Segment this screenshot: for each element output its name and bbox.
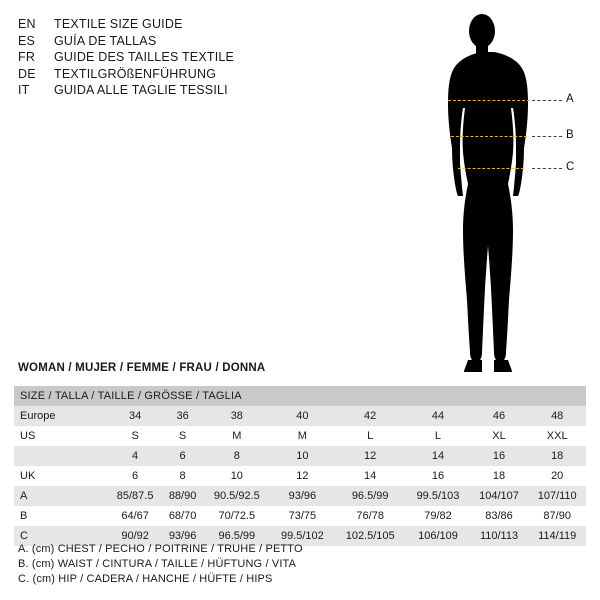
row-label <box>14 446 108 466</box>
language-title: TEXTILE SIZE GUIDE <box>54 17 183 31</box>
cell: S <box>108 426 162 446</box>
size-table <box>14 386 586 546</box>
cell: 90.5/92.5 <box>203 486 271 506</box>
cell: 20 <box>528 466 586 486</box>
cell: 12 <box>271 466 334 486</box>
hip-measure-label: C <box>566 161 575 173</box>
cell: 102.5/105 <box>334 526 406 546</box>
waist-measure-line <box>451 136 527 137</box>
language-row <box>18 66 318 83</box>
silhouette-icon <box>420 8 595 380</box>
language-row <box>18 82 318 99</box>
measurement-legend <box>18 542 578 587</box>
cell: 73/75 <box>271 506 334 526</box>
cell: 34 <box>108 406 162 426</box>
hip-measure-leader <box>532 168 562 169</box>
cell: 10 <box>203 466 271 486</box>
cell: 85/87.5 <box>108 486 162 506</box>
cell: 16 <box>470 446 529 466</box>
row-label: UK <box>14 466 108 486</box>
cell: 48 <box>528 406 586 426</box>
cell: 88/90 <box>162 486 203 506</box>
cell: 4 <box>108 446 162 466</box>
chest-measure-line <box>448 100 530 101</box>
cell: 6 <box>108 466 162 486</box>
cell: L <box>334 426 406 446</box>
table-row <box>14 426 586 446</box>
cell: 14 <box>406 446 469 466</box>
cell: 70/72.5 <box>203 506 271 526</box>
cell: 93/96 <box>271 486 334 506</box>
cell: 110/113 <box>470 526 529 546</box>
cell: 10 <box>271 446 334 466</box>
language-row <box>18 49 318 66</box>
cell: 38 <box>203 406 271 426</box>
cell: 8 <box>203 446 271 466</box>
cell: 90/92 <box>108 526 162 546</box>
language-code: FR <box>18 50 36 64</box>
legend-item-chest: A. (cm) CHEST / PECHO / POITRINE / TRUHE / PETTO <box>18 543 303 555</box>
cell: 99.5/103 <box>406 486 469 506</box>
language-code: EN <box>18 17 36 31</box>
language-title: GUÍA DE TALLAS <box>54 33 157 48</box>
chest-measure-label: A <box>566 93 574 105</box>
cell: 87/90 <box>528 506 586 526</box>
language-code: IT <box>18 83 30 97</box>
hip-measure-line <box>458 168 524 169</box>
table-header-label: SIZE / TALLA / TAILLE / GRÖSSE / TAGLIA <box>20 390 242 402</box>
cell: M <box>271 426 334 446</box>
row-label: A <box>14 486 108 506</box>
cell: 96.5/99 <box>203 526 271 546</box>
cell: L <box>406 426 469 446</box>
waist-measure-label: B <box>566 129 574 141</box>
legend-item-hip: C. (cm) HIP / CADERA / HANCHE / HÜFTE / HIPS <box>18 573 273 585</box>
cell: XXL <box>528 426 586 446</box>
cell: M <box>203 426 271 446</box>
row-label: US <box>14 426 108 446</box>
table-row <box>14 406 586 426</box>
table-row <box>14 466 586 486</box>
table-row <box>14 506 586 526</box>
cell: S <box>162 426 203 446</box>
language-title: GUIDA ALLE TAGLIE TESSILI <box>54 83 228 97</box>
cell: 46 <box>470 406 529 426</box>
cell: 44 <box>406 406 469 426</box>
cell: 114/119 <box>528 526 586 546</box>
cell: 18 <box>528 446 586 466</box>
cell: 14 <box>334 466 406 486</box>
cell: 42 <box>334 406 406 426</box>
chest-measure-leader <box>532 100 562 101</box>
legend-item-waist: B. (cm) WAIST / CINTURA / TAILLE / HÜFTUNG / VITA <box>18 558 297 570</box>
language-code: DE <box>18 66 36 81</box>
language-title: GUIDE DES TAILLES TEXTILE <box>54 50 235 64</box>
cell: 16 <box>406 466 469 486</box>
cell: 6 <box>162 446 203 466</box>
cell: 96.5/99 <box>334 486 406 506</box>
female-body-silhouette <box>420 8 595 380</box>
row-label: Europe <box>14 406 108 426</box>
language-title: TEXTILGRÖßENFÜHRUNG <box>54 66 217 81</box>
section-heading-woman: WOMAN / MUJER / FEMME / FRAU / DONNA <box>18 362 266 374</box>
language-row <box>18 16 318 33</box>
cell: 104/107 <box>470 486 529 506</box>
cell: 18 <box>470 466 529 486</box>
cell: 64/67 <box>108 506 162 526</box>
language-headings <box>18 16 318 99</box>
language-code: ES <box>18 33 36 48</box>
language-row <box>18 33 318 50</box>
cell: 93/96 <box>162 526 203 546</box>
cell: 79/82 <box>406 506 469 526</box>
cell: XL <box>470 426 529 446</box>
waist-measure-leader <box>532 136 562 137</box>
cell: 8 <box>162 466 203 486</box>
row-label: C <box>14 526 108 546</box>
cell: 76/78 <box>334 506 406 526</box>
cell: 83/86 <box>470 506 529 526</box>
cell: 12 <box>334 446 406 466</box>
cell: 68/70 <box>162 506 203 526</box>
row-label: B <box>14 506 108 526</box>
cell: 99.5/102 <box>271 526 334 546</box>
table-row <box>14 486 586 506</box>
table-header-row <box>14 386 586 406</box>
cell: 40 <box>271 406 334 426</box>
cell: 107/110 <box>528 486 586 506</box>
cell: 36 <box>162 406 203 426</box>
table-row <box>14 446 586 466</box>
cell: 106/109 <box>406 526 469 546</box>
